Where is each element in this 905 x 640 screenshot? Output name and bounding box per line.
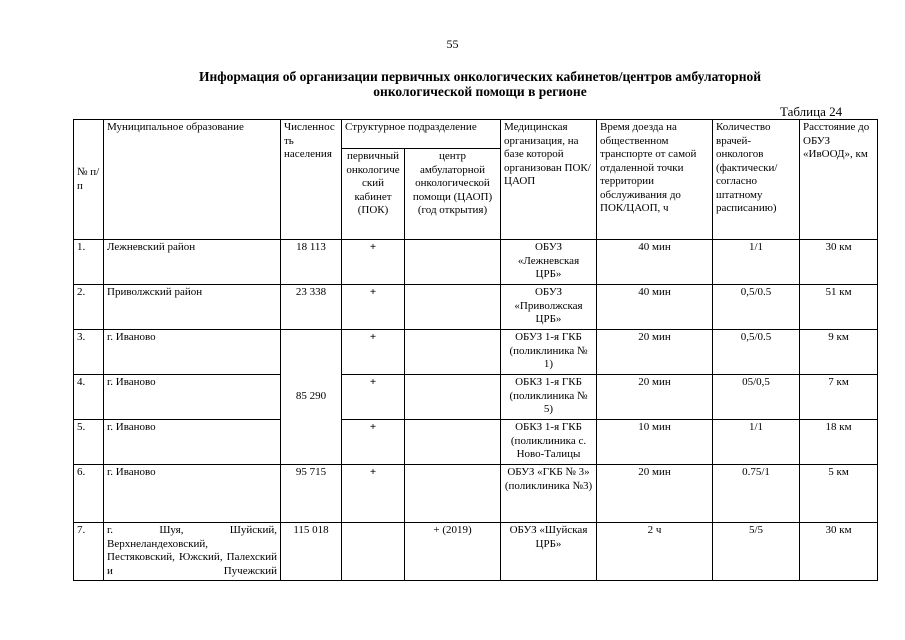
- row-medical-org: ОБУЗ «ГКБ № 3» (поликлиника №3): [501, 465, 597, 523]
- row-municipality: Приволжский район: [104, 285, 281, 330]
- row-pok: +: [342, 285, 405, 330]
- row-caop: + (2019): [405, 523, 501, 581]
- row-num: 7.: [74, 523, 104, 581]
- row-oncologists: 0,5/0.5: [713, 285, 800, 330]
- row-pok: +: [342, 240, 405, 285]
- row-municipality: г. Шуя, Шуйский, Верхнеландеховский, Пестяковский, Южский, Палехский и Пучежский: [104, 523, 281, 581]
- row-caop: [405, 330, 501, 375]
- row-pok: +: [342, 465, 405, 523]
- row-travel-time: 2 ч: [597, 523, 713, 581]
- table-row: [74, 240, 878, 285]
- row-oncologists: 0,5/0.5: [713, 330, 800, 375]
- row-oncologists: 0.75/1: [713, 465, 800, 523]
- row-caop: [405, 240, 501, 285]
- row-municipality: г. Иваново: [104, 375, 281, 420]
- header-row-1: [74, 120, 878, 149]
- row-travel-time: 20 мин: [597, 330, 713, 375]
- row-municipality: г. Иваново: [104, 420, 281, 465]
- row-population: 85 290: [281, 330, 342, 465]
- row-num: 3.: [74, 330, 104, 375]
- table-label: Таблица 24: [780, 104, 843, 119]
- title-line-1: Информация об организации первичных онкологических кабинетов/центров амбулаторной: [198, 69, 762, 84]
- row-population: 18 113: [281, 240, 342, 285]
- row-distance: 30 км: [800, 240, 878, 285]
- header-pok: первичный онкологический кабинет (ПОК): [342, 149, 405, 240]
- row-medical-org: ОБКЗ 1-я ГКБ (поликлиника № 5): [501, 375, 597, 420]
- table-row: [74, 420, 878, 465]
- row-pok: [342, 523, 405, 581]
- row-pok: +: [342, 375, 405, 420]
- table-row: [74, 285, 878, 330]
- row-num: 5.: [74, 420, 104, 465]
- header-population: Численность населения: [281, 120, 342, 240]
- row-oncologists: 1/1: [713, 240, 800, 285]
- row-medical-org: ОБУЗ «Лежневская ЦРБ»: [501, 240, 597, 285]
- row-pok: +: [342, 420, 405, 465]
- row-population: 95 715: [281, 465, 342, 523]
- row-medical-org: ОБУЗ «Приволжская ЦРБ»: [501, 285, 597, 330]
- header-distance: Расстояние до ОБУЗ «ИвООД», км: [800, 120, 878, 240]
- row-medical-org: ОБКЗ 1-я ГКБ (поликлиника с. Ново-Талицы: [501, 420, 597, 465]
- row-medical-org: ОБУЗ 1-я ГКБ (поликлиника № 1): [501, 330, 597, 375]
- header-municipality: Муниципальное образование: [104, 120, 281, 240]
- row-caop: [405, 465, 501, 523]
- title-line-2: онкологической помощи в регионе: [373, 84, 587, 99]
- row-caop: [405, 375, 501, 420]
- page-number: 55: [446, 37, 459, 51]
- row-municipality: г. Иваново: [104, 330, 281, 375]
- table-row: [74, 375, 878, 420]
- row-distance: 18 км: [800, 420, 878, 465]
- row-distance: 51 км: [800, 285, 878, 330]
- row-oncologists: 05/0,5: [713, 375, 800, 420]
- document-title: [140, 69, 820, 99]
- header-medical-org: Медицинская организация, на базе которой организован ПОК/ЦАОП: [501, 120, 597, 240]
- row-oncologists: 5/5: [713, 523, 800, 581]
- row-oncologists: 1/1: [713, 420, 800, 465]
- row-pok: +: [342, 330, 405, 375]
- row-num: 6.: [74, 465, 104, 523]
- row-distance: 5 км: [800, 465, 878, 523]
- row-distance: 9 км: [800, 330, 878, 375]
- row-travel-time: 40 мин: [597, 285, 713, 330]
- header-oncologists: Количество врачей-онкологов (фактически/ согласно штатному расписанию): [713, 120, 800, 240]
- table-row: [74, 465, 878, 523]
- header-num: № п/п: [74, 120, 104, 240]
- row-distance: 30 км: [800, 523, 878, 581]
- row-municipality: Лежневский район: [104, 240, 281, 285]
- row-caop: [405, 285, 501, 330]
- row-num: 1.: [74, 240, 104, 285]
- row-population: 23 338: [281, 285, 342, 330]
- row-medical-org: ОБУЗ «Шуйская ЦРБ»: [501, 523, 597, 581]
- row-population: 115 018: [281, 523, 342, 581]
- row-distance: 7 км: [800, 375, 878, 420]
- header-structural-unit: Структурное подразделение: [342, 120, 501, 149]
- header-caop: центр амбулаторной онкологической помощи (ЦАОП) (год открытия): [405, 149, 501, 240]
- row-caop: [405, 420, 501, 465]
- table-row: [74, 523, 878, 581]
- row-travel-time: 20 мин: [597, 465, 713, 523]
- row-travel-time: 10 мин: [597, 420, 713, 465]
- table-row: [74, 330, 878, 375]
- row-travel-time: 20 мин: [597, 375, 713, 420]
- row-municipality: г. Иваново: [104, 465, 281, 523]
- row-num: 4.: [74, 375, 104, 420]
- row-num: 2.: [74, 285, 104, 330]
- oncology-table: [73, 119, 878, 581]
- header-travel-time: Время доезда на общественном транспорте от самой отдаленной точки территории обслуживания до ПОК/ЦАОП, ч: [597, 120, 713, 240]
- row-travel-time: 40 мин: [597, 240, 713, 285]
